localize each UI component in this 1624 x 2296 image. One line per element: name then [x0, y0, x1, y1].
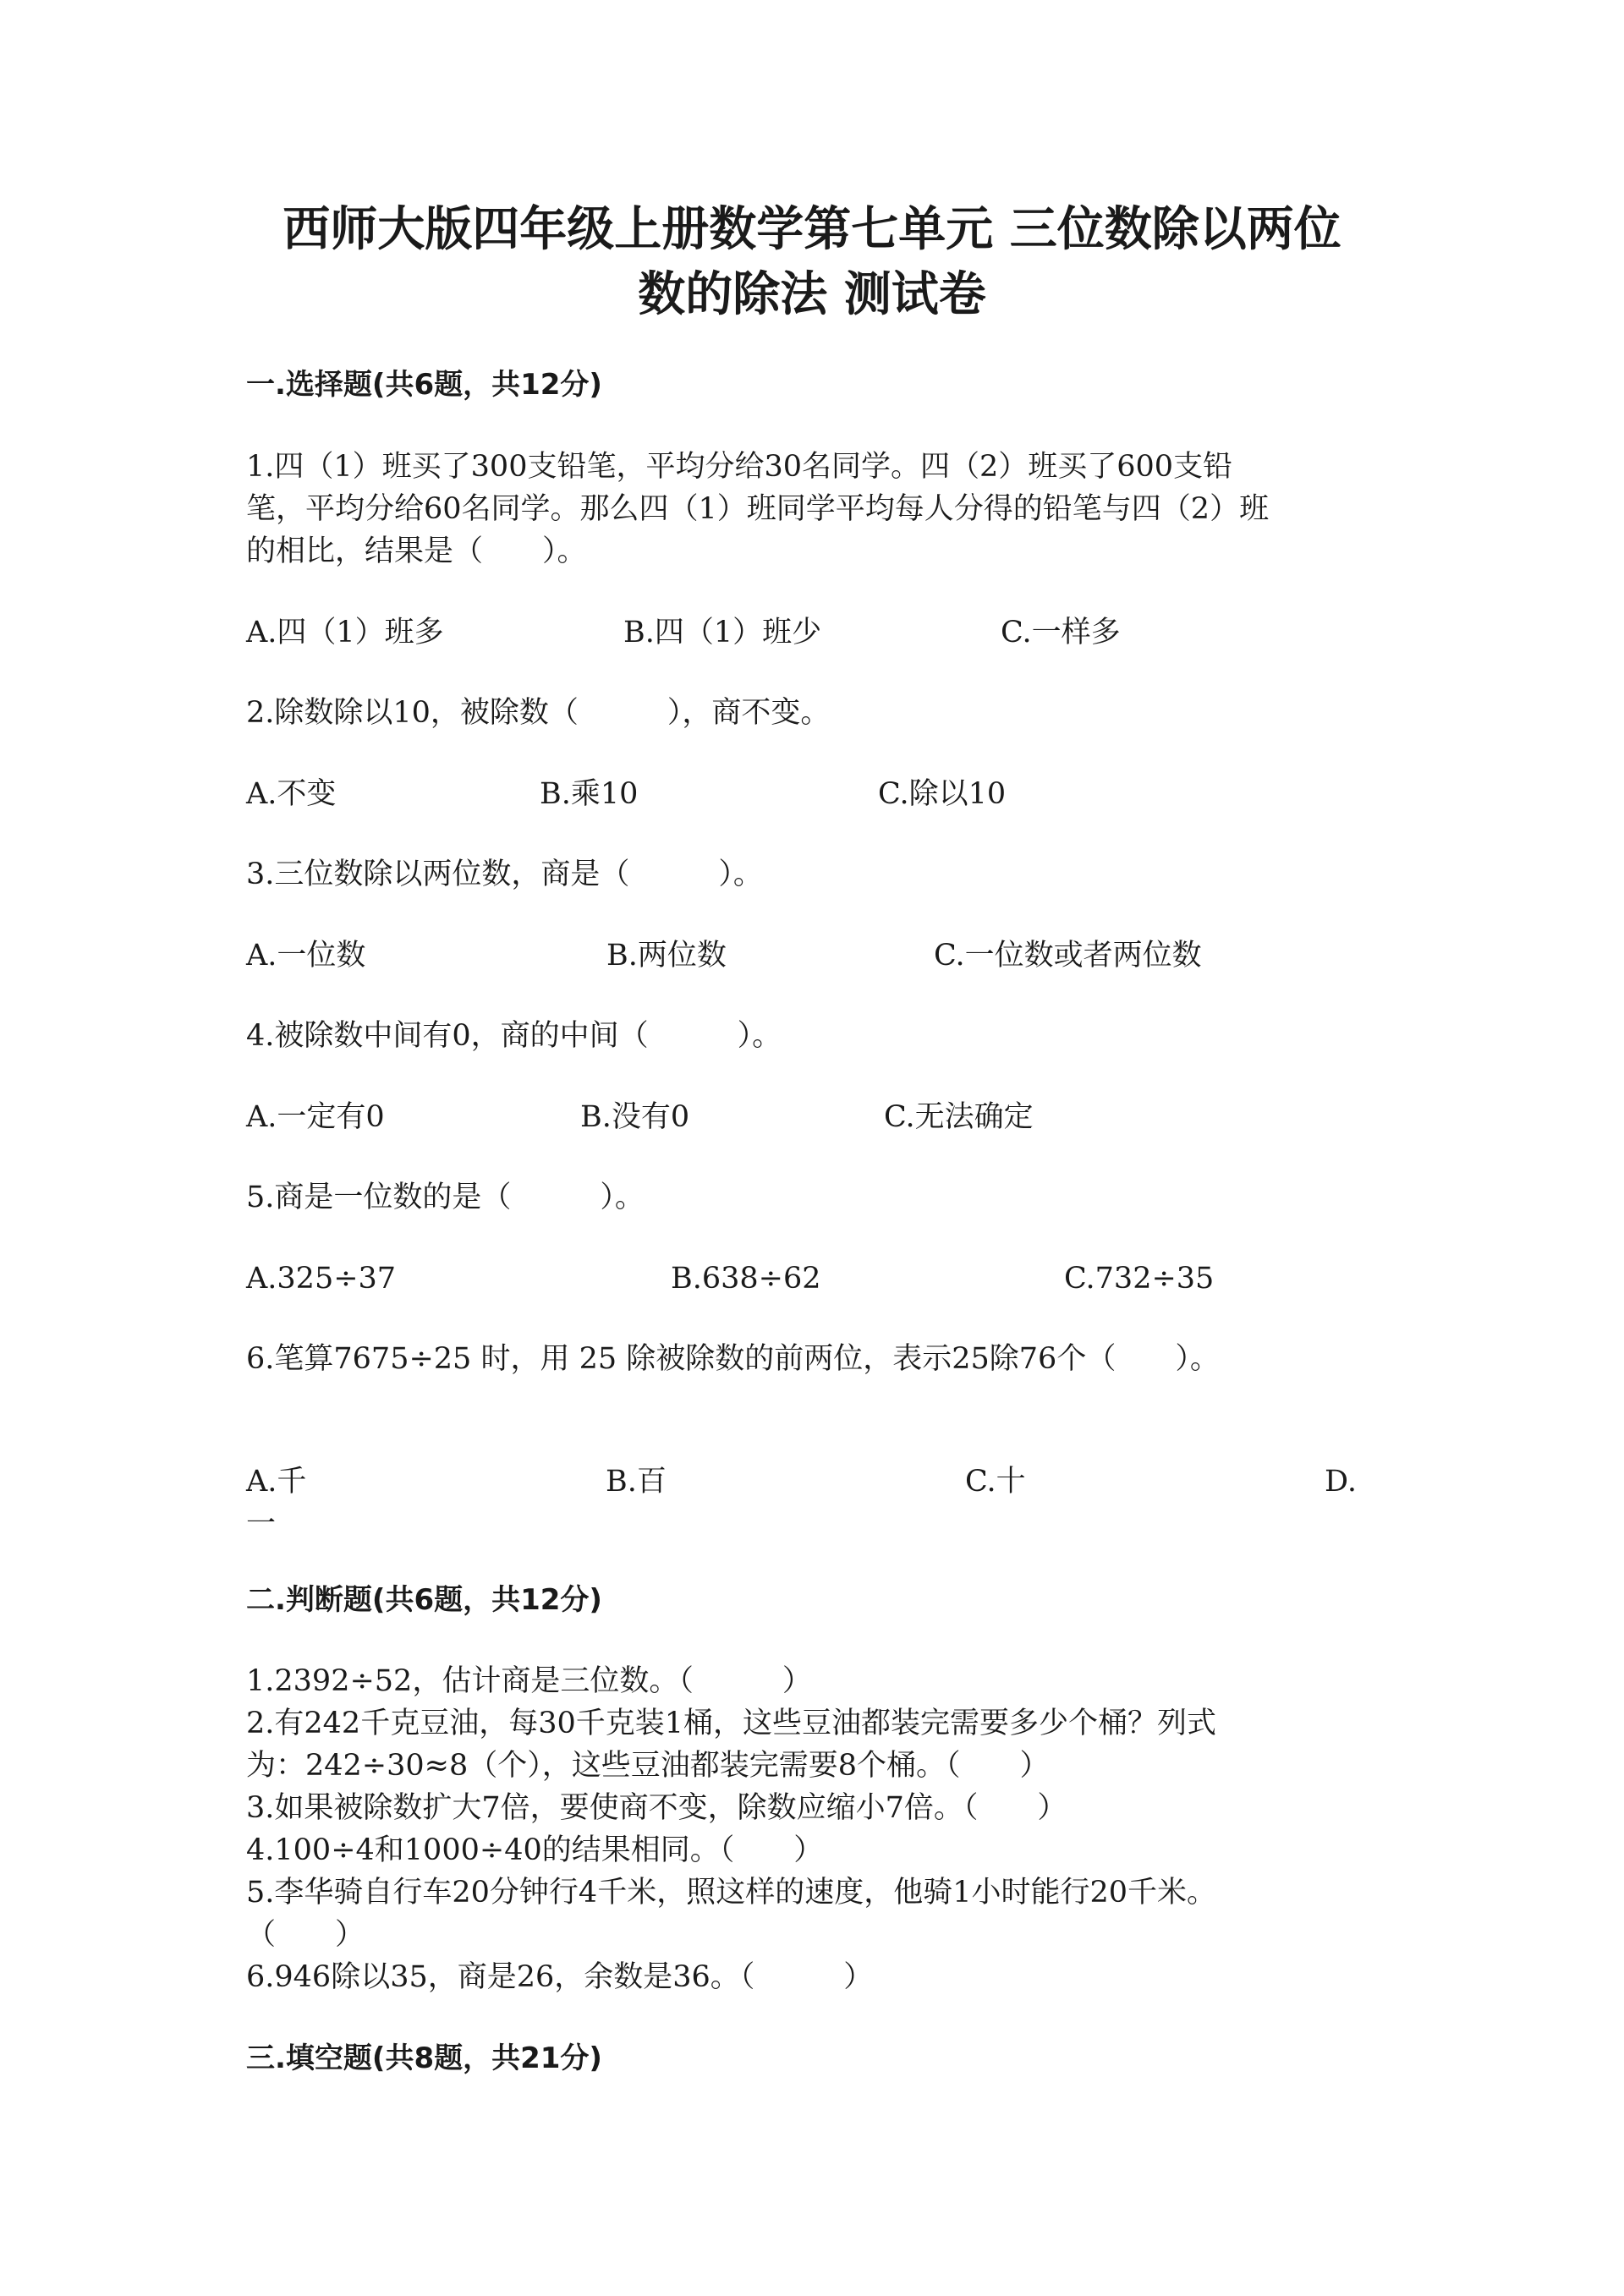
answer-option: B.两位数	[606, 939, 727, 973]
question-text: 4.被除数中间有0，商的中间（ ）。	[246, 1019, 782, 1053]
page-title-line-1: 西师大版四年级上册数学第七单元 三位数除以两位	[283, 202, 1341, 257]
answer-option: 一	[246, 1507, 277, 1541]
answer-option: B.没有0	[580, 1100, 690, 1134]
answer-option: A.四（1）班多	[246, 616, 444, 649]
statement-text: 1.2392÷52，估计商是三位数。（ ）	[246, 1664, 812, 1698]
answer-option: C.除以10	[878, 777, 1007, 811]
page-title-line-2: 数的除法 测试卷	[638, 267, 986, 322]
statement-text: 4.100÷4和1000÷40的结果相同。（ ）	[246, 1833, 824, 1867]
answer-option: A.一位数	[246, 939, 366, 973]
statement-text: 6.946除以35，商是26，余数是36。（ ）	[246, 1960, 874, 1994]
answer-option: B.四（1）班少	[623, 616, 822, 649]
answer-option: C.一位数或者两位数	[934, 939, 1202, 973]
statement-text: （ ）	[246, 1918, 365, 1952]
question-text: 3.三位数除以两位数，商是（ ）。	[246, 858, 763, 891]
answer-option: C.十	[965, 1465, 1026, 1499]
statement-text: 5.李华骑自行车20分钟行4千米，照这样的速度，他骑1小时能行20千米。	[246, 1876, 1217, 1910]
question-text: 5.商是一位数的是（ ）。	[246, 1181, 645, 1214]
question-text: 6.笔算7675÷25 时，用 25 除被除数的前两位，表示25除76个（ ）。	[246, 1342, 1220, 1376]
section-heading-choice: 一.选择题(共6题，共12分)	[246, 368, 602, 402]
section-heading-judgement: 二.判断题(共6题，共12分)	[246, 1583, 602, 1617]
answer-option: B.乘10	[540, 777, 639, 811]
question-text: 2.除数除以10，被除数（ ），商不变。	[246, 696, 831, 730]
question-text: 的相比，结果是（ ）。	[246, 534, 587, 568]
answer-option: B.百	[606, 1465, 667, 1499]
question-text: 1.四（1）班买了300支铅笔，平均分给30名同学。四（2）班买了600支铅	[246, 450, 1233, 484]
answer-option: C.一样多	[1001, 616, 1121, 649]
answer-option: A.一定有0	[246, 1100, 385, 1134]
statement-text: 2.有242千克豆油，每30千克装1桶，这些豆油都装完需要多少个桶？列式	[246, 1707, 1217, 1740]
answer-option: C.732÷35	[1064, 1262, 1215, 1296]
statement-text: 为：242÷30≈8（个），这些豆油都装完需要8个桶。（ ）	[246, 1749, 1050, 1783]
answer-option: C.无法确定	[884, 1100, 1034, 1134]
answer-option: A.不变	[246, 777, 337, 811]
answer-option: B.638÷62	[671, 1262, 821, 1296]
answer-option: A.325÷37	[246, 1262, 397, 1296]
section-heading-fill-blank: 三.填空题(共8题，共21分)	[246, 2041, 602, 2075]
question-text: 笔，平均分给60名同学。那么四（1）班同学平均每人分得的铅笔与四（2）班	[246, 492, 1270, 526]
answer-option: A.千	[246, 1465, 307, 1499]
answer-option: D.	[1325, 1465, 1357, 1499]
statement-text: 3.如果被除数扩大7倍，要使商不变，除数应缩小7倍。（ ）	[246, 1791, 1067, 1825]
